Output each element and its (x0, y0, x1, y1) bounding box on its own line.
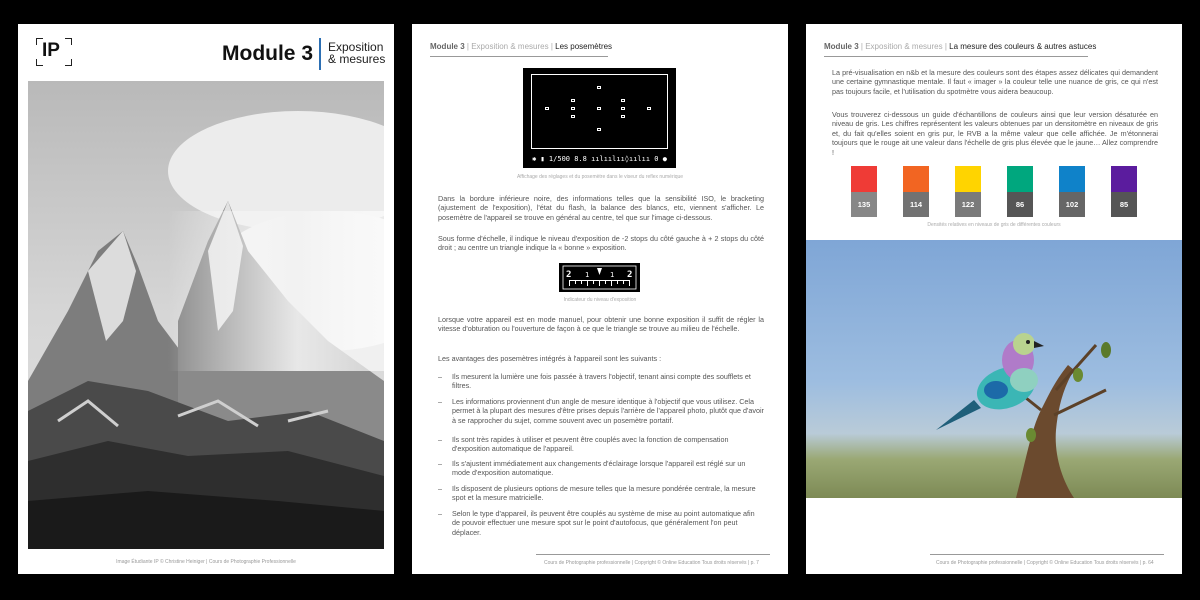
header-section: Exposition & mesures (471, 42, 549, 51)
viewfinder-readout: ✱ ▮ 1/500 8.8 ıılıılıı◊ıılıı 0 ● (532, 155, 667, 163)
page-footer: Cours de Photographie professionnelle | Copyright © Online Education Tous droits réservés | p. 7 (544, 560, 759, 566)
viewfinder-caption: Affichage des réglages et du posemètre dans le viseur du reflex numérique (516, 174, 684, 180)
swatch-color (955, 166, 981, 192)
color-swatch (1111, 166, 1137, 217)
header-sep: | (550, 42, 553, 51)
color-swatch (955, 166, 981, 217)
page-footer: Cours de Photographie professionnelle | Copyright © Online Education Tous droits réservés | p. 64 (936, 560, 1154, 566)
scale-caption: Indicateur du niveau d'exposition (563, 297, 637, 303)
page-header (824, 42, 1096, 51)
module-title: Module 3 (222, 42, 314, 65)
color-swatch (903, 166, 929, 217)
page-posemetres: Module 3 | Exposition & mesures | Les posemètres ✱ ▮ 1/500 8.8 ıılıılıı◊ıılıı 0 ● Affichage des réglages et du posemètre dans le viseur du reflex numérique Dans la bordure inférieure noire, des informations telles que la sensibilité ISO, le bracketing (ajustement de l'exposition), l'état du flash, la balance des blancs, etc, viennent s'afficher. Le posemètre de l'appareil se trouve en général au centre, tel que sur l'image ci-dessous. Sous forme d'échelle, il indique le niveau d'exposition de -2 stops du côté gauche à + 2 stops du côté droit ; au centre un triangle indique la « bonne » exposition. 2 2 1 1 Indicateur du niveau d'exposition Lorsque votre appareil est en mode manuel, pour obtenir une bonne exposition il suffit de régler la vitesse d'obturation ou l'ouverture de façon à ce que le triangle se trouve au milieu de l'échelle. Les avantages des posemètres intégrés à l'appareil sont les suivants : – Ils mesurent la lumière une fois passée à travers l'objectif, tenant ainsi compte des soufflets et filtres. – Les informations proviennent d'un angle de mesure identique à l'objectif que vous utilisez. Cela permet à la plupart des mesures d'être prises depuis l'arrière de l'appareil photo, plutôt que d'avoir à se rapprocher du sujet, comme souvent avec un posemètre portatif. – Ils sont très rapides à utiliser et peuvent être couplés avec la fonction de compensation d'exposition automatique de l'appareil. – Ils s'ajustent immédiatement aux changements d'éclairage lorsque l'appareil est réglé sur un mode d'exposition automatique. – Ils disposent de plusieurs options de mesure telles que la mesure pondérée centrale, la mesure spot et la mesure matricielle. – Selon le type d'appareil, ils peuvent être couplés au système de mise au point automatique afin de pouvoir effectuer une mesure spot sur le point d'autofocus, que généralement l'on peut déplacer. Cours de Photographie professionnelle | Copyright © Online Education Tous droits réservés | p. 7 (412, 24, 788, 574)
swatch-gray-value: 85 (1111, 192, 1137, 217)
header-rule (430, 56, 608, 57)
paragraph: Vous trouverez ci-dessous un guide d'échantillons de couleurs ainsi que leur version désaturée en niveau de gris. Les chiffres représentent les valeurs obtenues par un densitomètre en niveaux de gris et, du fait qu'elles soient en gris pur, le RVB a la même valeur que celle affichée. Je m'étonnerai toujours que le rouge ait une valeur dans l'échelle de gris plus élevée que le jaune… Allez comprendre ! (832, 110, 1158, 157)
header-article: La mesure des couleurs & autres astuces (949, 42, 1097, 51)
ip-logo (36, 38, 72, 66)
color-swatch (851, 166, 877, 217)
page-cover (18, 24, 394, 574)
header-module: Module 3 (430, 42, 465, 51)
viewfinder-illustration (523, 68, 676, 168)
swatch-gray-value: 86 (1007, 192, 1033, 217)
swatch-color (1111, 166, 1137, 192)
page-header (430, 42, 612, 51)
svg-text:2: 2 (627, 270, 633, 280)
bird-photo (806, 240, 1182, 498)
paragraph: Les avantages des posemètres intégrés à l'appareil sont les suivants : (438, 354, 662, 363)
header-sep: | (860, 42, 863, 51)
header-module: Module 3 (824, 42, 859, 51)
swatch-gray-value: 102 (1059, 192, 1085, 217)
exposure-scale (559, 263, 640, 292)
paragraph: Lorsque votre appareil est en mode manuel, pour obtenir une bonne exposition il suffit de régler la vitesse d'obturation ou l'ouverture de façon à ce que le triangle se trouve au milieu de l'échelle. (438, 315, 764, 334)
swatches-caption: Densités relatives en niveaux de gris de différentes couleurs (927, 222, 1061, 228)
footer-rule (536, 554, 770, 555)
header-article: Les posemètres (555, 42, 613, 51)
header-section: Exposition & mesures (865, 42, 943, 51)
header-sep: | (944, 42, 947, 51)
swatch-color (903, 166, 929, 192)
cover-caption: Image Étudiante IP © Christine Heiniger | Cours de Photographie Professionnelle (116, 559, 296, 565)
color-swatch (1007, 166, 1033, 217)
svg-text:1: 1 (610, 271, 615, 279)
svg-text:2: 2 (566, 270, 572, 280)
paragraph: La pré-visualisation en n&b et la mesure des couleurs sont des étapes assez délicates qui demandent une certaine gymnastique mentale. Il faut « imager » la couleur telle une nuance de gris, ce qui n'est pas toujours facile, et l'utilisation du spotmètre vous aidera beaucoup. (832, 68, 1158, 96)
swatch-color (1059, 166, 1085, 192)
svg-text:1: 1 (585, 271, 590, 279)
swatch-gray-value: 135 (851, 192, 877, 217)
subtitle-line2: & mesures (328, 52, 386, 66)
logo-text: IP (42, 40, 60, 61)
swatch-gray-value: 122 (955, 192, 981, 217)
mountain-photo (28, 81, 384, 549)
swatch-color (851, 166, 877, 192)
swatch-gray-value: 114 (903, 192, 929, 217)
page-couleurs (806, 24, 1182, 574)
header-rule (824, 56, 1088, 57)
title-divider (319, 38, 321, 70)
header-sep: | (466, 42, 469, 51)
footer-rule (930, 554, 1164, 555)
paragraph: Dans la bordure inférieure noire, des informations telles que la sensibilité ISO, le bracketing (ajustement de l'exposition), l'état du flash, la balance des blancs, etc, viennent s'afficher. Le posemètre de l'appareil se trouve en général au centre, tel que sur l'image ci-dessous. (438, 194, 764, 222)
swatch-color (1007, 166, 1033, 192)
color-swatch (1059, 166, 1085, 217)
subtitle-line1: Exposition (328, 40, 384, 54)
paragraph: Sous forme d'échelle, il indique le niveau d'exposition de -2 stops du côté gauche à + 2 stops du côté droit ; au centre un triangle indique la « bonne » exposition. (438, 234, 764, 253)
module-subtitle (328, 41, 385, 65)
